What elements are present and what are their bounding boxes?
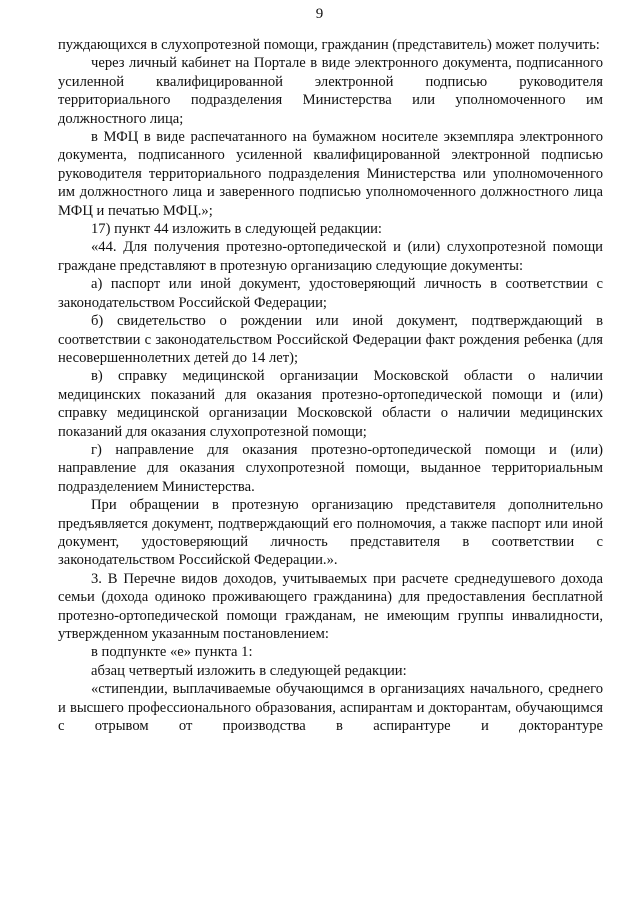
paragraph-stipends: «стипендии, выплачиваемые обучающимся в организациях начального, среднего и высшего профессионального образования, аспирантам и докторантам, обучающимся с отрывом от производства в аспирантуре и докторантуре [58, 681, 603, 735]
paragraph-subitem-g: г) направление для оказания протезно-ортопедической помощи и (или) направление для оказания слухопротезной помощи, выданное территориальным подразделением Министерства. [58, 441, 603, 495]
paragraph-subclause-e: в подпункте «е» пункта 1: [91, 644, 253, 661]
paragraph-representative: При обращении в протезную организацию представителя дополнительно предъявляется документ, подтверждающий его полномочия, а также паспорт или иной документ, удостоверяющий личность представителя в соответствии с законодательством Российской Федерации.». [58, 497, 603, 569]
paragraph-item-17: 17) пункт 44 изложить в следующей редакции: [91, 221, 382, 238]
paragraph-continuation: пуждающихся в слухопротезной помощи, гражданин (представитель) может получить: [58, 37, 600, 53]
document-body [58, 36, 603, 735]
paragraph-subitem-b: б) свидетельство о рождении или иной документ, подтверждающий в соответствии с законодательством Российской Федерации факт рождения ребенка (для несовершеннолетних детей до 14 лет); [58, 313, 603, 366]
paragraph-portal-option: через личный кабинет на Портале в виде электронного документа, подписанного усиленной квалифицированной электронной подписью руководителя территориального подразделения Министерства или уполномоченного им должностного лица; [58, 55, 603, 127]
paragraph-item-3: 3. В Перечне видов доходов, учитываемых при расчете среднедушевого дохода семьи (дохода одиноко проживающего гражданина) для предоставления бесплатной протезно-ортопедической помощи гражданам, не имеющим группы инвалидности, утвержденном указанным постановлением: [58, 570, 603, 642]
paragraph-clause-44: «44. Для получения протезно-ортопедической и (или) слухопротезной помощи граждане представляют в протезную организацию следующие документы: [58, 239, 603, 274]
page-number: 9 [315, 6, 324, 22]
paragraph-mfc-option: в МФЦ в виде распечатанного на бумажном носителе экземпляра электронного документа, подписанного усиленной квалифицированной электронной подписью руководителя территориального подразделения Министерства или уполномоченного им должностного лица и заверенного подписью уполномоченного должностного лица МФЦ и печатью МФЦ.»; [58, 129, 603, 219]
paragraph-subitem-v: в) справку медицинской организации Московской области о наличии медицинских показаний для оказания протезно-ортопедической помощи и (или) справку медицинской организации Московской области о наличии медицинских показаний для оказания слухопротезной помощи; [58, 368, 603, 440]
paragraph-fourth-abzac: абзац четвертый изложить в следующей редакции: [91, 662, 407, 679]
paragraph-subitem-a: а) паспорт или иной документ, удостоверяющий личность в соответствии с законодательством Российской Федерации; [58, 276, 603, 311]
